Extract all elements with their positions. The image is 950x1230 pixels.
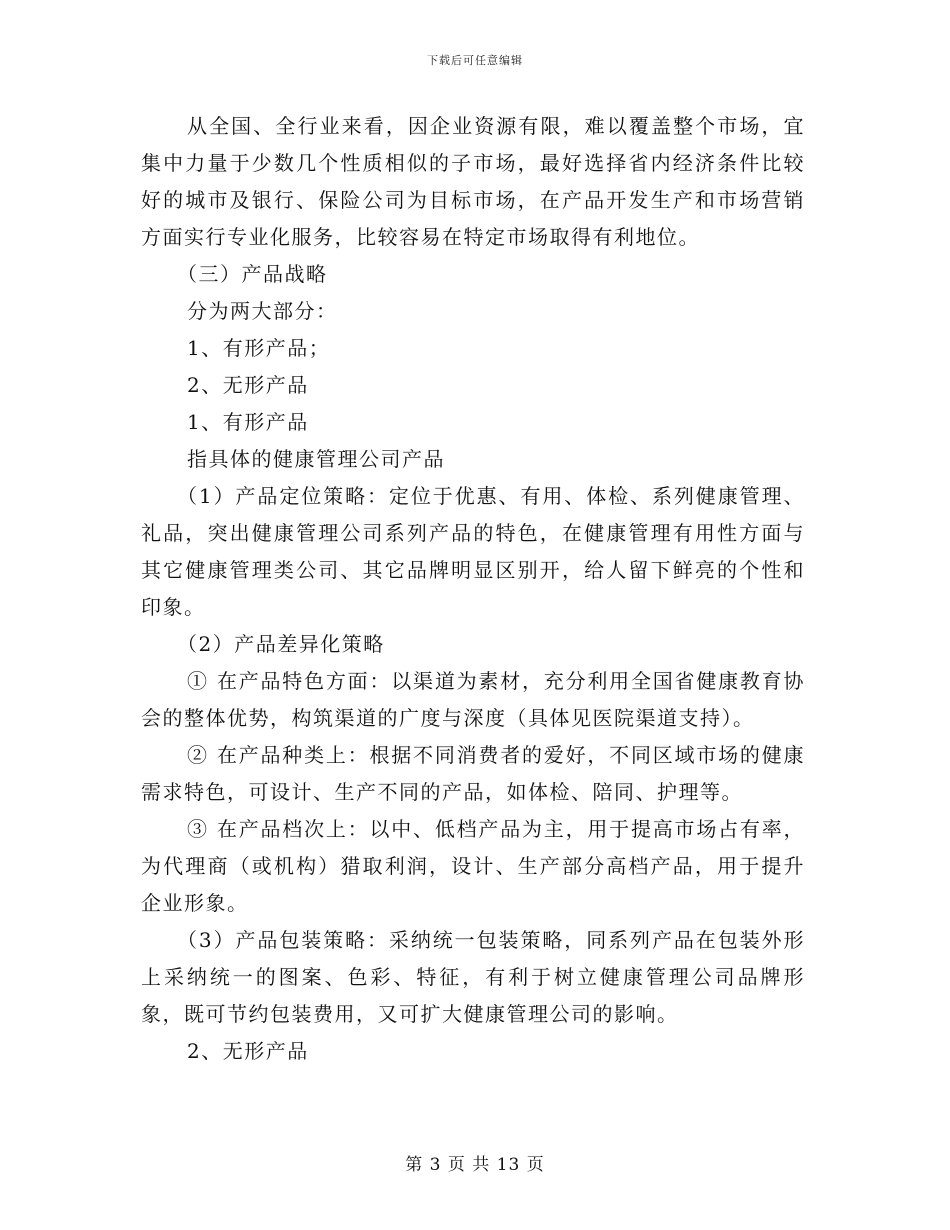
paragraph-two-parts: 分为两大部分： (187, 299, 338, 323)
subheading-intangible-product: 2、无形产品 (187, 1039, 309, 1063)
paragraph-product-types: ② 在产品种类上：根据不同消费者的爱好，不同区域市场的健康需求特色，可设计、生产不同的产品，如体检、陪同、护理等。 (141, 743, 805, 804)
list-item-intangible: 2、无形产品 (187, 373, 309, 397)
section-heading-product-strategy: （三）产品战略 (177, 262, 328, 286)
paragraph-packaging-strategy: （3）产品包装策略：采纳统一包装策略，同系列产品在包装外形上采纳统一的图案、色彩、特征，有利于树立健康管理公司品牌形象，既可节约包装费用，又可扩大健康管理公司的影响。 (141, 928, 805, 1026)
paragraph-target-market: 从全国、全行业来看，因企业资源有限，难以覆盖整个市场，宜集中力量于少数几个性质相似的子市场，最好选择省内经济条件比较好的城市及银行、保险公司为目标市场，在产品开发生产和市场营销方面实行专业化服务，比较容易在特定市场取得有利地位。 (141, 114, 805, 249)
page-header-note: 下载后可任意编辑 (427, 54, 523, 67)
paragraph-product-grades: ③ 在产品档次上：以中、低档产品为主，用于提高市场占有率，为代理商（或机构）猎取利润，设计、生产部分高档产品，用于提升企业形象。 (141, 817, 805, 915)
paragraph-product-features: ① 在产品特色方面：以渠道为素材，充分利用全国省健康教育协会的整体优势，构筑渠道的广度与深度（具体见医院渠道支持）。 (141, 669, 805, 730)
list-item-tangible: 1、有形产品； (187, 336, 331, 360)
page-number-footer: 第 3 页 共 13 页 (405, 1155, 545, 1175)
paragraph-positioning-strategy: （1）产品定位策略：定位于优惠、有用、体检、系列健康管理、礼品，突出健康管理公司系列产品的特色，在健康管理有用性方面与其它健康管理类公司、其它品牌明显区别开，给人留下鲜亮的个性和印象。 (141, 484, 805, 619)
document-body (141, 108, 805, 1070)
subheading-tangible-product: 1、有形产品 (187, 410, 309, 434)
paragraph-tangible-definition: 指具体的健康管理公司产品 (187, 447, 445, 471)
subheading-differentiation: （2）产品差异化策略 (177, 632, 385, 656)
